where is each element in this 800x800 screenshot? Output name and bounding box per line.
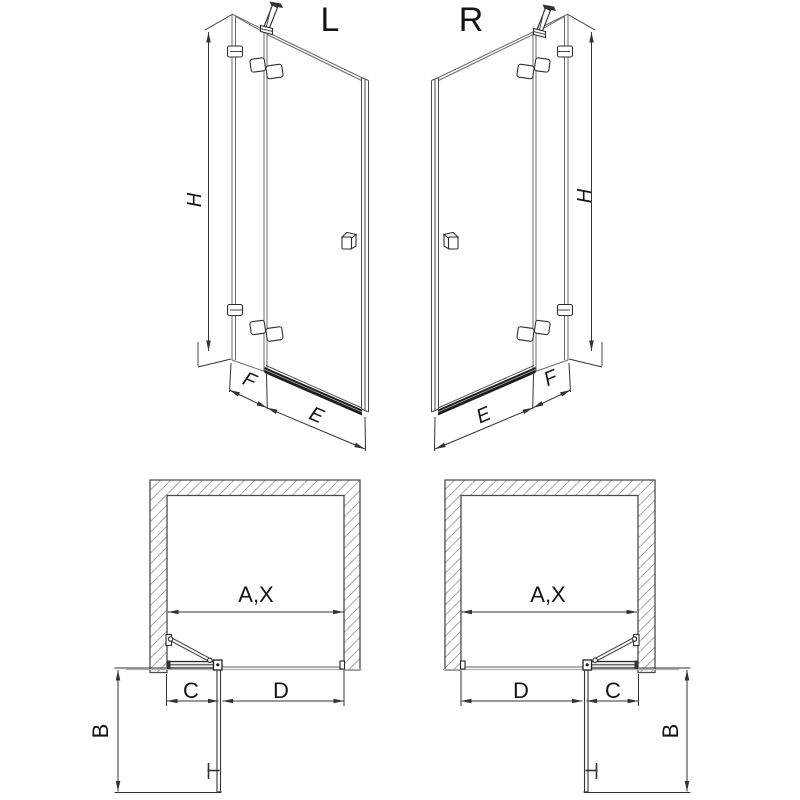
dim-label-ax-right: A,X — [530, 582, 566, 607]
dim-label-d-right: D — [513, 678, 529, 703]
dim-label-b-right: B — [658, 723, 683, 739]
dim-label-f-right: F — [540, 365, 561, 391]
dim-label-b-left: B — [88, 723, 113, 739]
dim-label-e-left: E — [305, 402, 327, 429]
view-label-left: L — [320, 1, 340, 39]
perspective-view-right — [432, 14, 603, 451]
dim-label-c-right: C — [605, 678, 621, 703]
dim-label-d-left: D — [273, 678, 289, 703]
support-bar-left — [261, 2, 284, 35]
dim-label-c-left: C — [183, 678, 199, 703]
dim-label-h-right: H — [574, 188, 596, 204]
view-label-right: R — [458, 1, 484, 39]
dim-label-f-left: F — [239, 367, 260, 393]
support-bar-right — [534, 5, 557, 38]
dim-label-h-left: H — [184, 192, 206, 208]
dim-label-e-right: E — [473, 402, 495, 429]
perspective-view-left — [198, 14, 369, 451]
labels-layer — [88, 1, 683, 738]
dim-label-ax-left: A,X — [238, 582, 274, 607]
